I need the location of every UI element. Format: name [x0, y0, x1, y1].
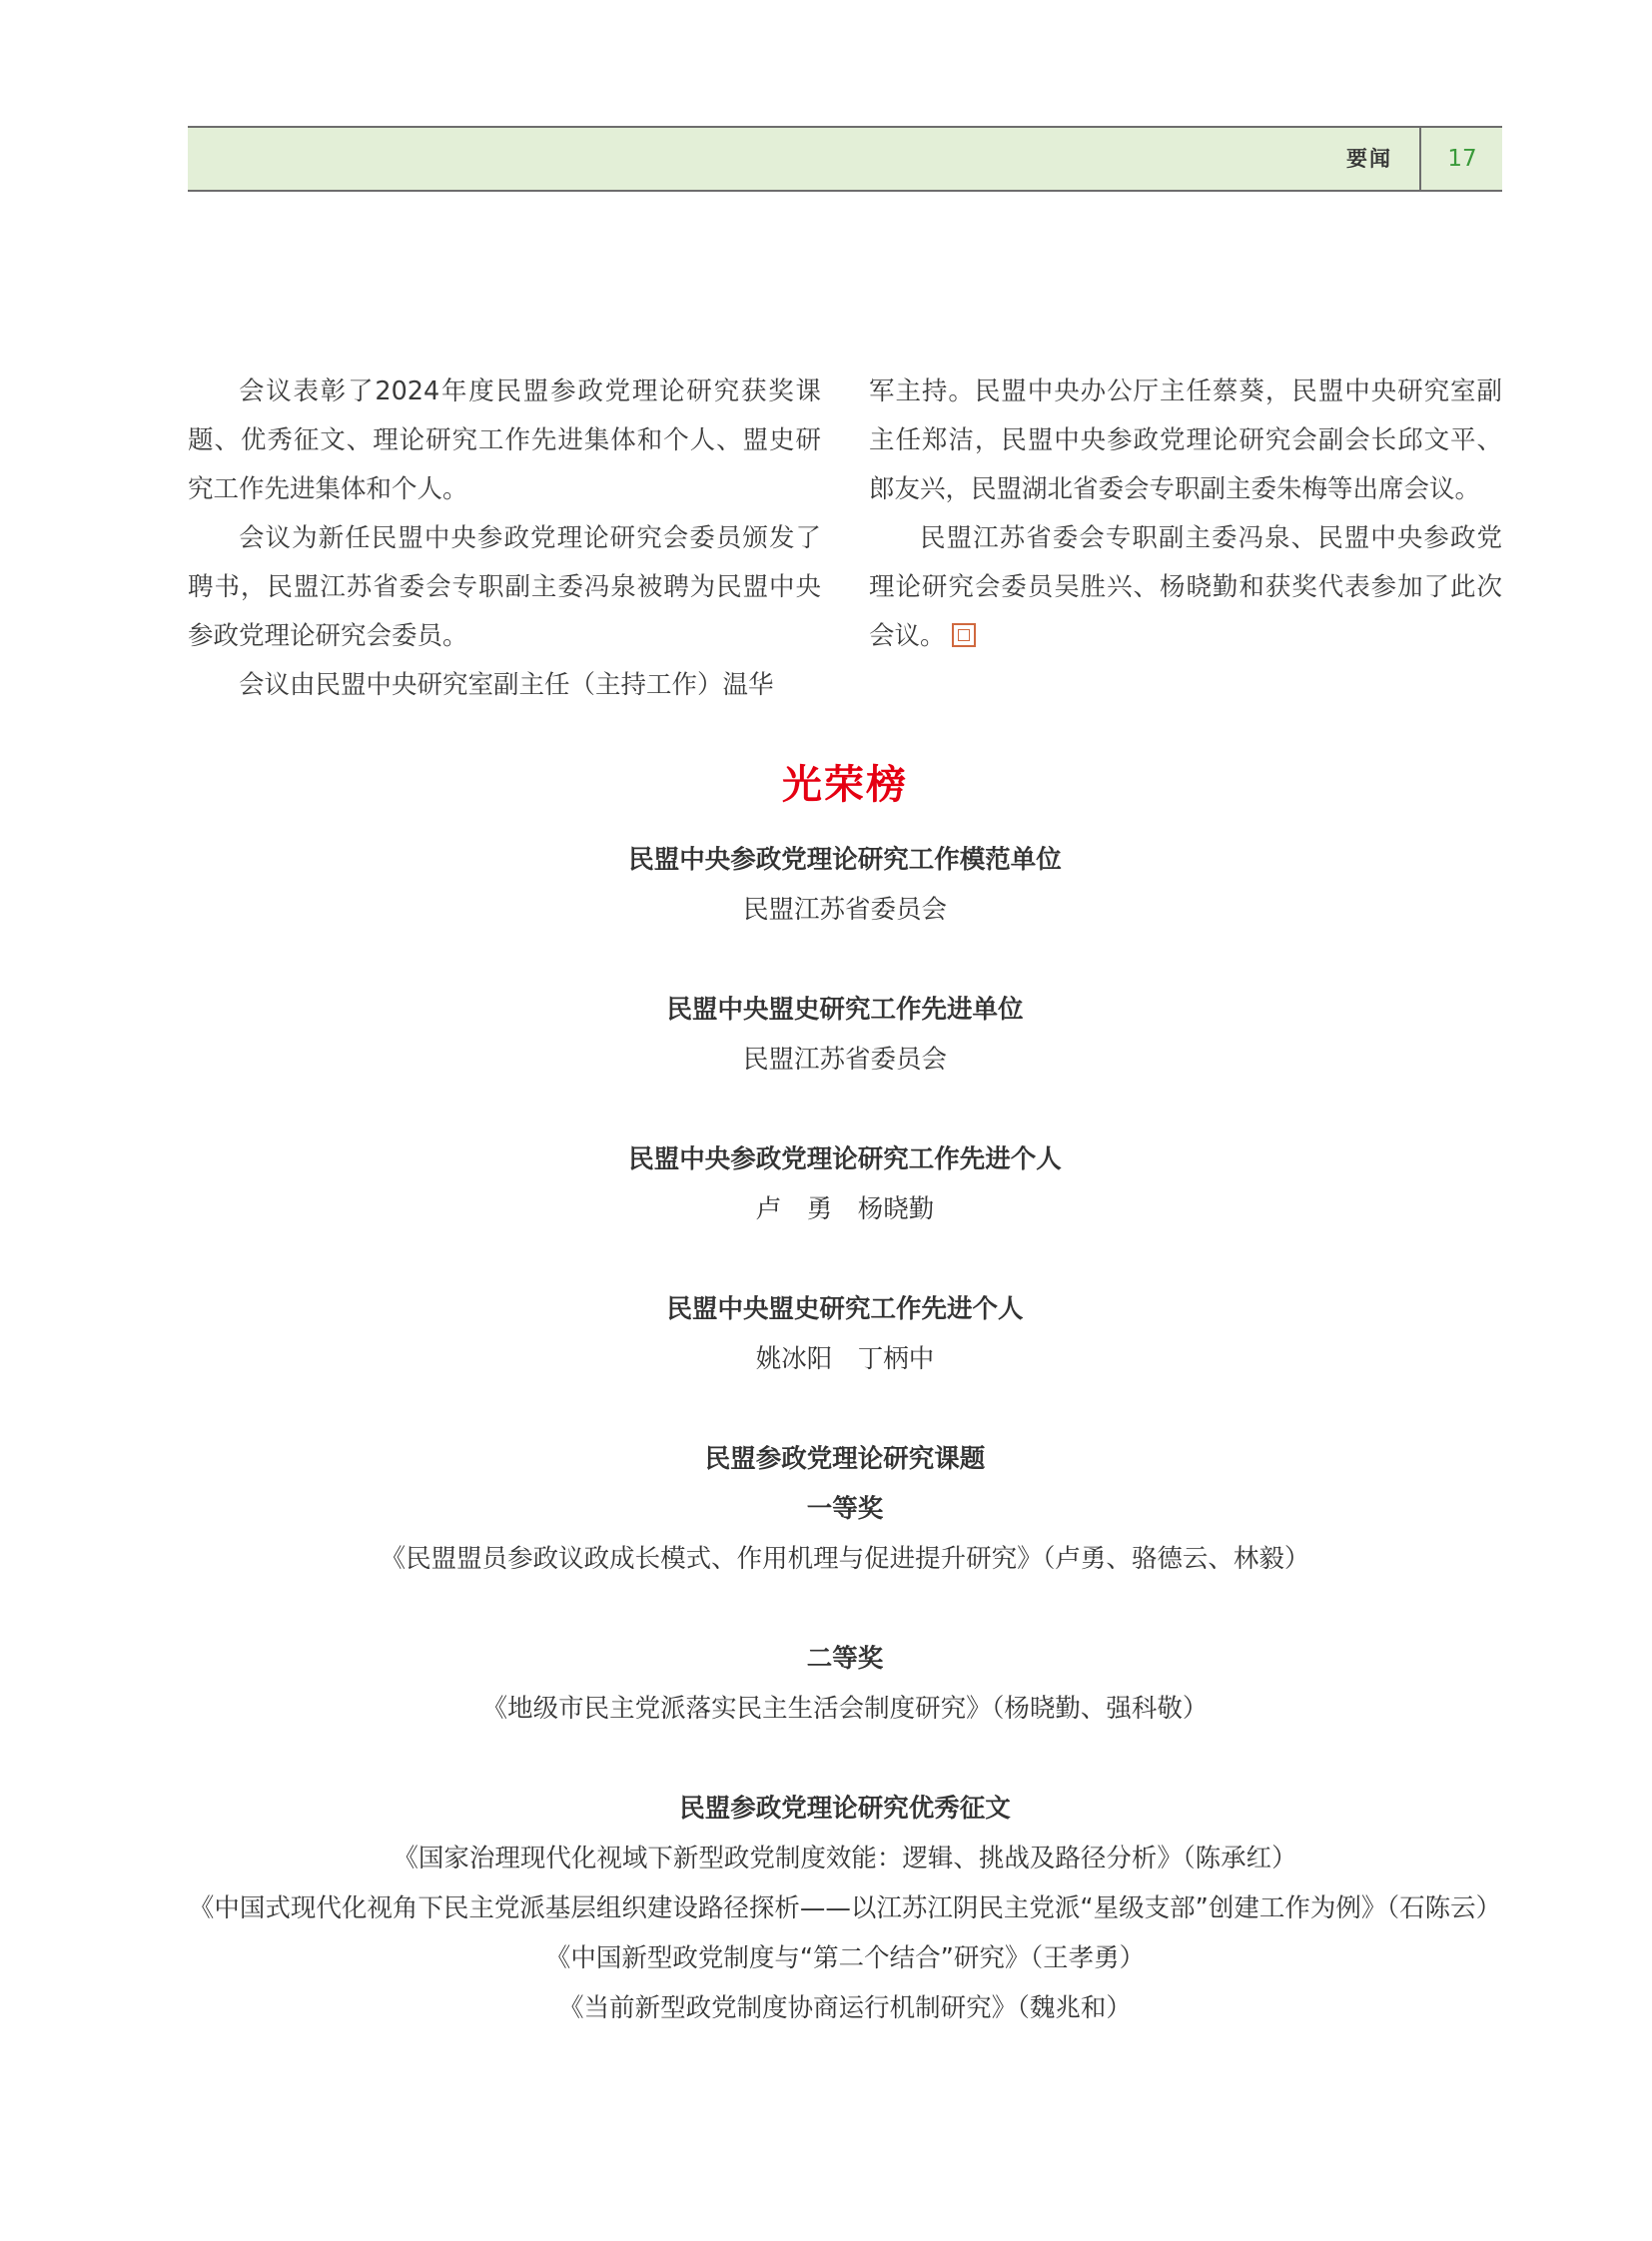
honor-category: 民盟中央参政党理论研究工作先进个人: [628, 1144, 1062, 1174]
honor-group: [188, 1134, 1502, 1234]
honor-entry: 《中国式现代化视角下民主党派基层组织建设路径探析——以江苏江阴民主党派“星级支部”创建工作为例》（石陈云）: [188, 1893, 1502, 1923]
honor-category: 民盟参政党理论研究优秀征文: [679, 1794, 1011, 1824]
honor-entry: 卢 勇 杨晓勤: [755, 1194, 935, 1224]
honor-category: 民盟中央盟史研究工作先进个人: [666, 1294, 1024, 1324]
honor-category: 民盟中央盟史研究工作先进单位: [666, 995, 1024, 1025]
honor-category: 民盟参政党理论研究课题: [704, 1444, 986, 1474]
honor-entry: 《地级市民主党派落实民主生活会制度研究》（杨晓勤、强科敬）: [481, 1694, 1209, 1724]
honor-group: [188, 835, 1502, 935]
honor-roll: [188, 755, 1502, 2083]
honor-entry: 《当前新型政党制度协商运行机制研究》（魏兆和）: [558, 1993, 1132, 2023]
paragraph: [869, 514, 1502, 661]
page-number: 17: [1447, 146, 1477, 172]
honor-entry: 民盟江苏省委员会: [742, 1045, 947, 1075]
page-header: [188, 126, 1502, 192]
honor-group: [188, 1784, 1502, 2033]
honor-entry: 《中国新型政党制度与“第二个结合”研究》（王孝勇）: [544, 1943, 1146, 1973]
article-right-column: [869, 368, 1502, 661]
honor-group: [188, 985, 1502, 1085]
honor-category: 民盟中央参政党理论研究工作模范单位: [628, 845, 1062, 875]
honor-award-level: 二等奖: [806, 1644, 884, 1674]
header-divider: [1419, 128, 1421, 190]
paragraph: 会议表彰了2024年度民盟参政党理论研究获奖课题、优秀征文、理论研究工作先进集体和个人、盟史研究工作先进集体和个人。: [188, 376, 821, 504]
honor-group: [188, 1434, 1502, 1584]
honor-entry: 《国家治理现代化视域下新型政党制度效能：逻辑、挑战及路径分析》（陈承红）: [393, 1844, 1297, 1873]
paragraph-text: 民盟江苏省委会专职副主委冯泉、民盟中央参政党理论研究会委员吴胜兴、杨晓勤和获奖代表参加了此次会议。: [869, 523, 1502, 651]
honor-group: [188, 1284, 1502, 1384]
article-end-mark-icon: [952, 623, 976, 647]
honor-group: [188, 1634, 1502, 1734]
honor-award-level: 一等奖: [806, 1494, 884, 1524]
honor-entry: 《民盟盟员参政议政成长模式、作用机理与促进提升研究》（卢勇、骆德云、林毅）: [380, 1544, 1310, 1574]
article-left-column: [188, 368, 821, 710]
honor-roll-title: 光荣榜: [782, 762, 908, 808]
paragraph: 军主持。民盟中央办公厅主任蔡葵，民盟中央研究室副主任郑洁，民盟中央参政党理论研究会副会长邱文平、郎友兴，民盟湖北省委会专职副主委朱梅等出席会议。: [869, 376, 1502, 504]
paragraph: 会议由民盟中央研究室副主任（主持工作）温华: [239, 670, 774, 700]
paragraph: 会议为新任民盟中央参政党理论研究会委员颁发了聘书，民盟江苏省委会专职副主委冯泉被聘为民盟中央参政党理论研究会委员。: [188, 523, 821, 651]
honor-entry: 姚冰阳 丁柄中: [755, 1344, 935, 1374]
section-label: 要闻: [1346, 146, 1392, 171]
honor-entry: 民盟江苏省委员会: [742, 895, 947, 925]
